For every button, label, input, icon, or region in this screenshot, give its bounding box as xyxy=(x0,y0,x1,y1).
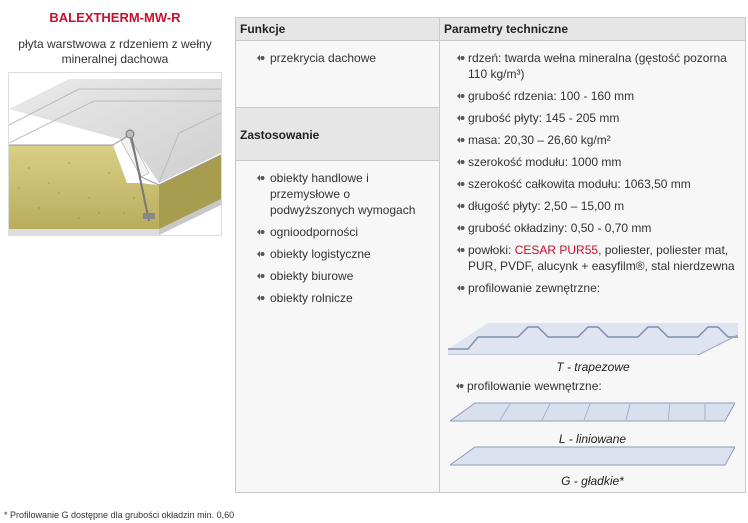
bullet-icon xyxy=(456,136,465,144)
footnote: * Profilowanie G dostępne dla grubości okładzin min. 0,60 xyxy=(4,510,235,520)
funkcje-header: Funkcje xyxy=(236,18,439,41)
list-item: szerokość całkowita modułu: 1063,50 mm xyxy=(456,176,744,192)
bullet-icon xyxy=(456,180,465,188)
list-item: obiekty logistyczne xyxy=(256,246,431,262)
smooth-profile-illustration xyxy=(450,445,735,467)
bullet-icon xyxy=(256,250,265,258)
list-item: ognioodporności xyxy=(256,224,431,240)
caption-t: T - trapezowe xyxy=(556,360,630,374)
list-item: przekrycia dachowe xyxy=(256,50,431,66)
list-item: szerokość modułu: 1000 mm xyxy=(456,154,744,170)
list-item: obiekty handlowe i przemysłowe o podwyższonych wymogach xyxy=(256,170,431,218)
bullet-icon xyxy=(256,174,265,182)
functions-column xyxy=(236,18,440,492)
bullet-icon xyxy=(456,92,465,100)
list-item: długość płyty: 2,50 – 15,00 m xyxy=(456,198,744,214)
bullet-icon xyxy=(256,228,265,236)
cesar-pur55-link[interactable]: CESAR PUR55 xyxy=(514,243,599,257)
caption-l: L - liniowane xyxy=(558,432,627,446)
bullet-icon xyxy=(456,246,465,254)
bullet-icon xyxy=(455,382,464,390)
product-title: BALEXTHERM-MW-R xyxy=(49,10,181,25)
bullet-icon xyxy=(456,224,465,232)
profile-g xyxy=(450,445,735,488)
list-item: masa: 20,30 – 26,60 kg/m² xyxy=(456,132,744,148)
bullet-icon xyxy=(456,284,465,292)
lined-profile-illustration xyxy=(450,401,735,423)
zastosowanie-list xyxy=(256,170,431,312)
funkcje-list xyxy=(256,50,431,66)
bullet-icon xyxy=(256,294,265,302)
list-item: obiekty rolnicze xyxy=(256,290,431,306)
bullet-icon xyxy=(456,114,465,122)
bullet-icon xyxy=(256,272,265,280)
list-item: rdzeń: twarda wełna mineralna (gęstość pozorna 110 kg/m³) xyxy=(456,50,744,82)
trapezoidal-profile-illustration xyxy=(448,313,738,355)
list-item: grubość rdzenia: 100 - 160 mm xyxy=(456,88,744,104)
bullet-icon xyxy=(456,158,465,166)
profile-l xyxy=(450,401,735,446)
profile-t xyxy=(448,313,738,374)
product-image xyxy=(8,72,222,236)
parametry-header: Parametry techniczne xyxy=(440,18,745,41)
sandwich-panel-illustration xyxy=(9,73,221,235)
product-panel xyxy=(8,8,222,236)
caption-g: G - gładkie* xyxy=(561,474,624,488)
zastosowanie-header: Zastosowanie xyxy=(236,107,439,161)
bullet-icon xyxy=(256,54,265,62)
parametry-list xyxy=(456,50,744,302)
list-item: obiekty biurowe xyxy=(256,268,431,284)
product-subtitle: płyta warstwowa z rdzeniem z wełny mineralnej dachowa xyxy=(18,37,212,66)
list-item: grubość okładziny: 0,50 - 0,70 mm xyxy=(456,220,744,236)
bullet-icon xyxy=(456,54,465,62)
list-item: grubość płyty: 145 - 205 mm xyxy=(456,110,744,126)
bullet-icon xyxy=(456,202,465,210)
list-item: profilowanie zewnętrzne: xyxy=(456,280,744,296)
prof-wew-item: profilowanie wewnętrzne: xyxy=(455,378,747,394)
list-item: powłoki: CESAR PUR55, poliester, poliester mat, PUR, PVDF, alucynk + easyfilm®, stal nierdzewna xyxy=(456,242,744,274)
